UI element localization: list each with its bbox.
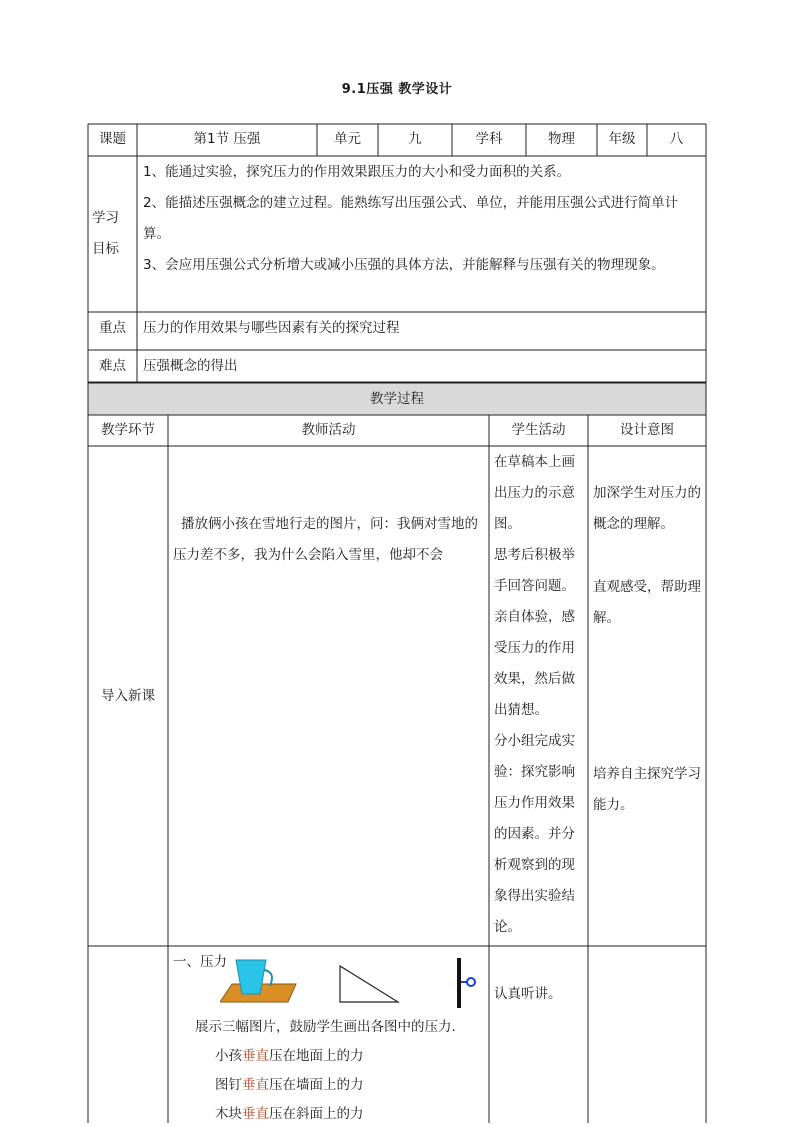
column-header-student: 学生活动 [511, 422, 566, 438]
unit-value: 九 [408, 131, 422, 147]
pressure-line: 木块垂直压在斜面上的力 [215, 1106, 364, 1122]
objectives-list [143, 157, 701, 281]
difficult-point-label: 难点 [99, 358, 126, 374]
intro-intent-2: 直观感受，帮助理解。 [593, 579, 701, 626]
unit-label: 单元 [334, 131, 361, 147]
objectives-label-line2: 目标 [92, 241, 119, 257]
pin-on-wall-figure [459, 958, 475, 1008]
cup-on-tray-figure [220, 960, 296, 1002]
process-heading: 教学过程 [370, 391, 424, 407]
student-activity-item: 在草稿本上画出压力的示意图。 [494, 454, 575, 532]
pressure-heading: 一、压力 [173, 954, 227, 970]
column-header-stage: 教学环节 [101, 422, 155, 438]
intro-intent-3: 培养自主探究学习能力。 [593, 766, 701, 813]
student-activity-item: 分小组完成实验：探究影响压力作用效果的因素。并分析观察到的现象得出实验结论。 [494, 733, 575, 935]
grade-label: 年级 [608, 131, 636, 147]
highlight-text: 垂直 [242, 1077, 269, 1093]
objective-item: 2、能描述压强概念的建立过程。能熟练写出压强公式、单位，并能用压强公式进行简单计算。 [143, 195, 679, 242]
difficult-point-value: 压强概念的得出 [143, 358, 238, 374]
column-header-teacher: 教师活动 [301, 422, 356, 438]
pressure-line: 小孩垂直压在地面上的力 [215, 1048, 364, 1064]
objectives-label-line1: 学习 [92, 210, 119, 226]
subject-label: 学科 [475, 131, 503, 147]
intro-stage: 导入新课 [101, 688, 155, 704]
pressure-student-activity: 认真听讲。 [494, 986, 562, 1002]
lesson-value: 第1节 压强 [193, 131, 261, 147]
intro-intent-1: 加深学生对压力的概念的理解。 [593, 485, 701, 532]
highlight-text: 垂直 [242, 1048, 269, 1064]
objective-item: 1、能通过实验，探究压力的作用效果跟压力的大小和受力面积的关系。 [143, 164, 571, 180]
objective-item: 3、会应用压强公式分析增大或减小压强的具体方法，并能解释与压强有关的物理现象。 [143, 257, 665, 273]
wedge-figure [340, 966, 398, 1002]
objectives-label [88, 203, 137, 265]
subject-value: 物理 [548, 131, 575, 147]
highlight-text: 垂直 [242, 1106, 269, 1122]
key-point-value: 压力的作用效果与哪些因素有关的探究过程 [143, 320, 400, 336]
pressure-show-text: 展示三幅图片，鼓励学生画出各图中的压力. [195, 1019, 456, 1035]
student-activity-item: 亲自体验，感受压力的作用效果，然后做出猜想。 [494, 609, 575, 718]
page-title: 9.1压强 教学设计 [341, 82, 453, 97]
grade-value: 八 [669, 131, 684, 147]
intro-student-activity [494, 447, 584, 943]
intro-teacher-activity: 播放俩小孩在雪地行走的图片，问：我俩对雪地的压力差不多，我为什么会陷入雪里，他却不会 [173, 516, 478, 563]
student-activity-item: 思考后积极举手回答问题。 [494, 547, 575, 594]
lesson-label: 课题 [99, 131, 126, 147]
key-point-label: 重点 [99, 320, 126, 336]
pressure-line: 图钉垂直压在墙面上的力 [215, 1077, 364, 1093]
pressure-figures [220, 956, 480, 1008]
column-header-intent: 设计意图 [620, 422, 674, 438]
